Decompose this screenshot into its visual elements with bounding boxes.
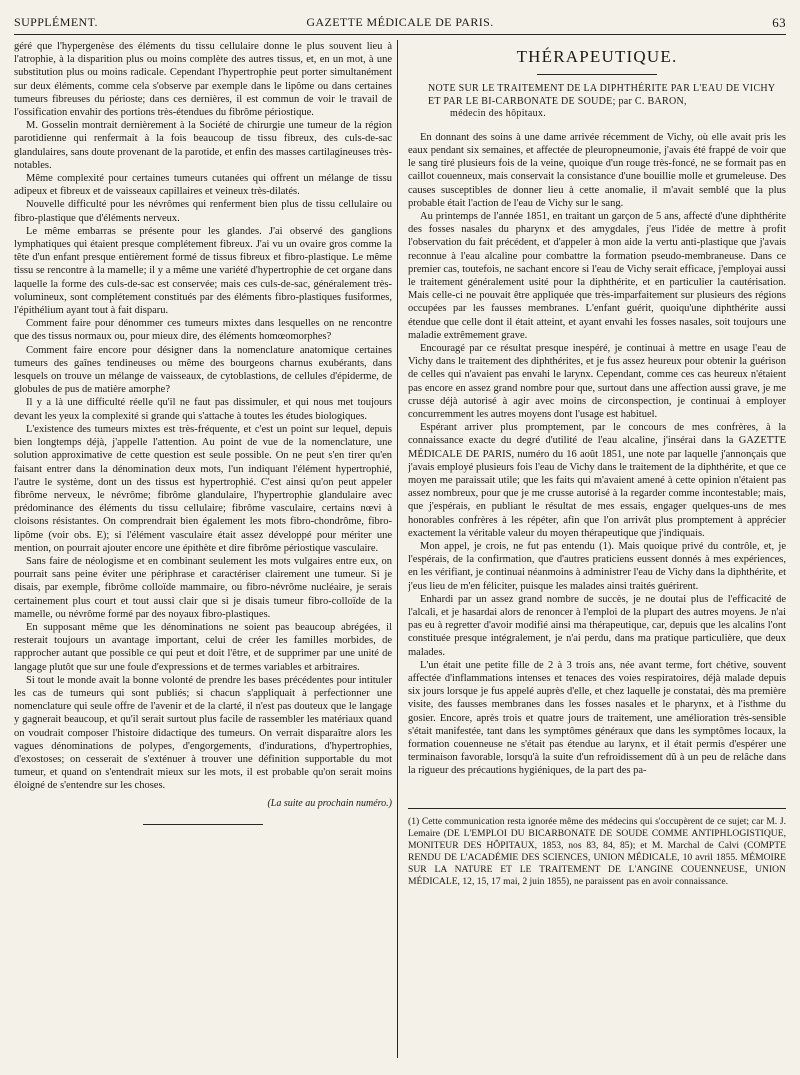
supplement-label: SUPPLÉMENT.: [14, 15, 98, 29]
paragraph: Sans faire de néologisme et en combinant seulement les mots vulgaires entre eux, on pourrait sans peine éviter une périphrase et caractériser clairement une tumeur. Si je disais, par exemple, fibrôme colloïde mammaire, ou fibro-névrôme nucléaire, je serais certainement plus court et tout aussi clair que si je disais tumeur fibro-colloïde de la mamelle, ou névrôme formé par des noyaux fibro-plastiques.: [14, 555, 392, 620]
paragraph: L'existence des tumeurs mixtes est très-fréquente, et c'est un point sur lequel, depuis bien longtemps déjà, j'appelle l'attention. Au point de vue de la nomenclature, une solution approximative de cette question est seule possible. On ne peut s'en tirer qu'en faisant entrer dans la dénomination deux mots, l'un indiquant l'élément hypertrophié, l'autre le système, dont un des tissus est hypertrophié. C'est ainsi qu'on peut appeler fibrôme nerveux, le névrôme; fibrôme glandulaire, l'hypertrophie glandulaire avec prédominance des éléments du tissu cellulaire; fibrôme vasculaire, certains nœvi à cloisons résistantes. On comprendrait bien également les mots fibro-chondrôme, fibro-lipôme (voir obs. E); si l'élément vasculaire était assez développé pour mériter une mention, on pourrait ajouter encore une épithète et dire fibrôme périostique vasculaire.: [14, 423, 392, 554]
paragraph: En supposant même que les dénominations ne soient pas beaucoup abrégées, il resterait toujours un avantage important, celui de créer les familles morbides, de rapprocher autant que possible ce qui peut et doit l'être, et de supprimer par une unité de langage plutôt que sur une foule d'expressions et de termes variables et arbitraires.: [14, 621, 392, 673]
right-column: [408, 40, 786, 800]
footnote: (1) Cette communication resta ignorée même des médecins qui s'occupèrent de ce sujet; car M. J. Lemaire (DE L'EMPLOI DU BICARBONATE DE SOUDE COMME ANTIPHLOGISTIQUE, MONITEUR DES HÔPITAUX, 1853, nos 83, 84, 85); et M. Marchal de Calvi (COMPTE RENDU DE L'ACADÉMIE DES SCIENCES, UNION MÉDICALE, 10 avril 1855. MÉMOIRE SUR LA NATURE ET LE TRAITEMENT DE L'ANGINE COUENNEUSE, UNION MÉDICALE, 12, 15, 17 mai, 2 juin 1855), ne paraissent pas en avoir connaissance.: [408, 816, 786, 887]
section-rule: [537, 74, 657, 75]
paragraph: Si tout le monde avait la bonne volonté de prendre les bases précédentes pour intituler les cas de tumeurs qui sont publiés; si chacun s'appliquait à perfectionner une nomenclature qui seule offre de l'avenir et de la clarté, il n'est pas douteux que le langage y gagnerait beaucoup, et qu'il serait surtout plus facile de rassembler les matériaux quand on voudrait composer l'histoire didactique des tumeurs. On verrait disparaître alors les vagues dénominations de polypes, d'engorgements, d'indurations, d'hypertrophies, d'exostoses; on cesserait de s'exténuer à trouver une définition supportable du mot tumeur, et quand on s'entendrait mieux sur les mots, il est probable qu'on serait moins éloigné de s'entendre sur les choses.: [14, 674, 392, 792]
paragraph: Comment faire encore pour désigner dans la nomenclature anatomique certaines tumeurs des gaînes tendineuses ou même des bourgeons charnus exubérants, dans lesquels on trouve un mélange de vaisseaux, de cytoblastions, de cellules d'épiderme, de globules de pus de matière amorphe?: [14, 344, 392, 396]
running-head: [14, 12, 786, 35]
paragraph: L'un était une petite fille de 2 à 3 trois ans, née avant terme, fort chétive, souvent affectée d'inflammations intenses et tenaces des voies respiratoires, déjà malade depuis six jours lorsque je fus appelé auprès d'elle, et chez laquelle je constatai, dès ma première visite, des fausses membranes dans les fosses nasales et le pharynx, et à l'isthme du gosier. Encore, après trois et quatre jours de traitement, une amélioration très-sensible s'était manifestée, tant dans les symptômes généraux que dans les symptômes locaux, la formation couenneuse ne s'était pas étendue au larynx, et il était permis d'espérer une terminaison favorable, lorsqu'à la suite d'un refroidissement dû à un peu de relâche dans la rigueur des précautions hygiéniques, de la part des pa-: [408, 659, 786, 777]
journal-title: GAZETTE MÉDICALE DE PARIS.: [306, 15, 494, 29]
paragraph: Même complexité pour certaines tumeurs cutanées qui offrent un mélange de tissu adipeux et fibreux et de vaisseaux capillaires et veineux très-dilatés.: [14, 173, 392, 198]
paragraph: géré que l'hypergenèse des éléments du tissu cellulaire donne le plus souvent lieu à l'atrophie, à la disparition plus ou moins complète des autres tissus, et, en un mot, à une substitution plus ou moins radicale. Cependant l'hypertrophie peut porter simultanément sur deux éléments, comme cela s'observe par exemple dans le lipôme ou dans certaines tumeurs fibreuses du périoste; dans ces dernières, il est commun de voir le travail de l'ossification envahir des portions très-étendues du fibrôme périostique.: [14, 41, 392, 119]
paragraph: Mon appel, je crois, ne fut pas entendu (1). Mais quoique privé du contrôle, et, je l'espérais, de la confirmation, que d'autres praticiens eussent donnés à mes expériences, en les vérifiant, je continuai néanmoins à administrer l'eau de Vichy dans la diphthérite, et j'eus lieu de m'en féliciter, puisque les malades ainsi traités guérirent.: [408, 541, 786, 592]
paragraph: Espérant arriver plus promptement, par le concours de mes confrères, à la connaissance exacte du degré d'utilité de l'eau alcaline, j'insérai dans la GAZETTE MÉDICALE DE PARIS, numéro du 16 août 1851, une note par laquelle j'annonçais que j'avais employé plusieurs fois l'eau de Vichy dans le traitement de la diphthérite, et que ce moyen me paraissait utile; que les faits qui m'avaient amené à cette opinion n'étaient pas assez nombreux, pour que je me crusse autorisé à la regarder comme incontestable; mais, que j'espérais, en publiant le résultat de mes essais, engager quelques-uns de mes honorables confrères à les répéter, afin que l'on arrivât plus promptement à apprécier exactement la véritable valeur du moyen thérapeutique que j'indiquais.: [408, 422, 786, 539]
section-title: THÉRAPEUTIQUE.: [516, 47, 678, 66]
paragraph: M. Gosselin montrait dernièrement à la Société de chirurgie une tumeur de la région parotidienne qui renfermait à la fois beaucoup de tissu fibreux, des culs-de-sac glandulaires, sans doute provenant de la parotide, et enfin des masses cartilagineuses très-notables.: [14, 120, 392, 171]
continuation-note: (La suite au prochain numéro.): [267, 797, 392, 809]
article-title: NOTE SUR LE TRAITEMENT DE LA DIPHTHÉRITE PAR L'EAU DE VICHY ET PAR LE BI-CARBONATE DE SOUDE; par C. BARON,: [428, 83, 776, 107]
column-divider: [397, 40, 398, 1058]
article-author-role: médecin des hôpitaux.: [450, 108, 546, 120]
end-rule: [143, 824, 263, 825]
footnote-rule: [408, 808, 786, 809]
page-number: 63: [772, 15, 786, 30]
paragraph: Encouragé par ce résultat presque inespéré, je continuai à mettre en usage l'eau de Vichy dans le traitement des diphthérites, et je fus assez heureux pour obtenir la guérison de celles qui n'avaient pas envahi le larynx. Cependant, comme ces cas heureux n'étaient pas encore en assez grand nombre pour que, surtout dans une affection aussi grave, je me crusse déjà autorisé à agir avec moins de circonspection, je continuai à employer concurremment les autres moyens dont l'usage est habituel.: [408, 342, 786, 420]
paragraph: Comment faire pour dénommer ces tumeurs mixtes dans lesquelles on ne rencontre que des tissus normaux ou, pour mieux dire, des éléments homœomorphes?: [14, 318, 392, 343]
paragraph: Le même embarras se présente pour les glandes. J'ai observé des ganglions lymphatiques qui étaient presque complétement fibreux. J'ai vu un ovaire gros comme la tête d'un enfant presque entièrement formé de tissus fibreux et fibro-plastique. Le même tissu se rencontre à la mamelle; il y a même une variété d'hypertrophie de cet organe dans laquelle la forme des culs-de-sac est conservée; mais ces culs-de-sac, généralement très-volumineux, sont complétement constitués par des éléments fibro-plastiques fusiformes, l'épithélium ayant tout à fait disparu.: [14, 225, 392, 317]
paragraph: Enhardi par un assez grand nombre de succès, je ne doutai plus de l'efficacité de l'alcali, et je hasardai alors de renoncer à l'emploi de la plupart des autres moyens. Je n'ai pas eu à regretter d'avoir modifié ainsi ma thérapeutique, car, depuis que les alcalins l'ont constituée presque intégralement, je n'ai perdu, dans ma pratique particulière, que deux malades.: [408, 593, 786, 658]
paragraph: Au printemps de l'année 1851, en traitant un garçon de 5 ans, affecté d'une diphthérite des fosses nasales du pharynx et des amygdales, j'eus l'idée de mettre à profit l'observation du fait précédent, et d'appeler à mon aide la vertu anti-plastique que j'avais reconnue à l'eau alcaline pour combattre la formation pseudo-membraneuse. Dans ce premier cas, toutefois, ne sachant encore si l'eau de Vichy serait efficace, j'employai aussi le traitement généralement usité pour la diphthérite, et en particulier la cautérisation. Mais celle-ci ne pouvait être appliquée que très-imparfaitement sur plusieurs des régions occupées par les fausses membranes. L'enfant guérit, quoiqu'une diphthérite aussi étendue que celle dont il était atteint, et ayant envahi les fosses nasales, soit toujours une maladie extrêmement grave.: [408, 210, 786, 341]
left-column: [14, 40, 392, 1050]
paragraph: En donnant des soins à une dame arrivée récemment de Vichy, où elle avait pris les eaux pendant six semaines, et affectée de pleuropneumonie, j'avais été frappé de voir que le sang tiré plusieurs fois de la veine, quoique d'un rouge très-foncé, ne se formait pas en caillot couenneux, mais conservait la consistance d'une bouillie molle et grumeleuse. Des causes susceptibles de donner lieu à cette anomalie, il m'avait semblé que la plus probable était l'action de l'eau de Vichy sur le sang.: [408, 131, 786, 209]
paragraph: Nouvelle difficulté pour les névrômes qui renferment bien plus de tissu cellulaire ou fibro-plastique que d'éléments nerveux.: [14, 199, 392, 224]
article-heading: [428, 83, 782, 121]
paragraph: Il y a là une difficulté réelle qu'il ne faut pas dissimuler, et qui nous met toujours devant les yeux la complexité si grande qui s'attache à toutes les études biologiques.: [14, 397, 392, 422]
